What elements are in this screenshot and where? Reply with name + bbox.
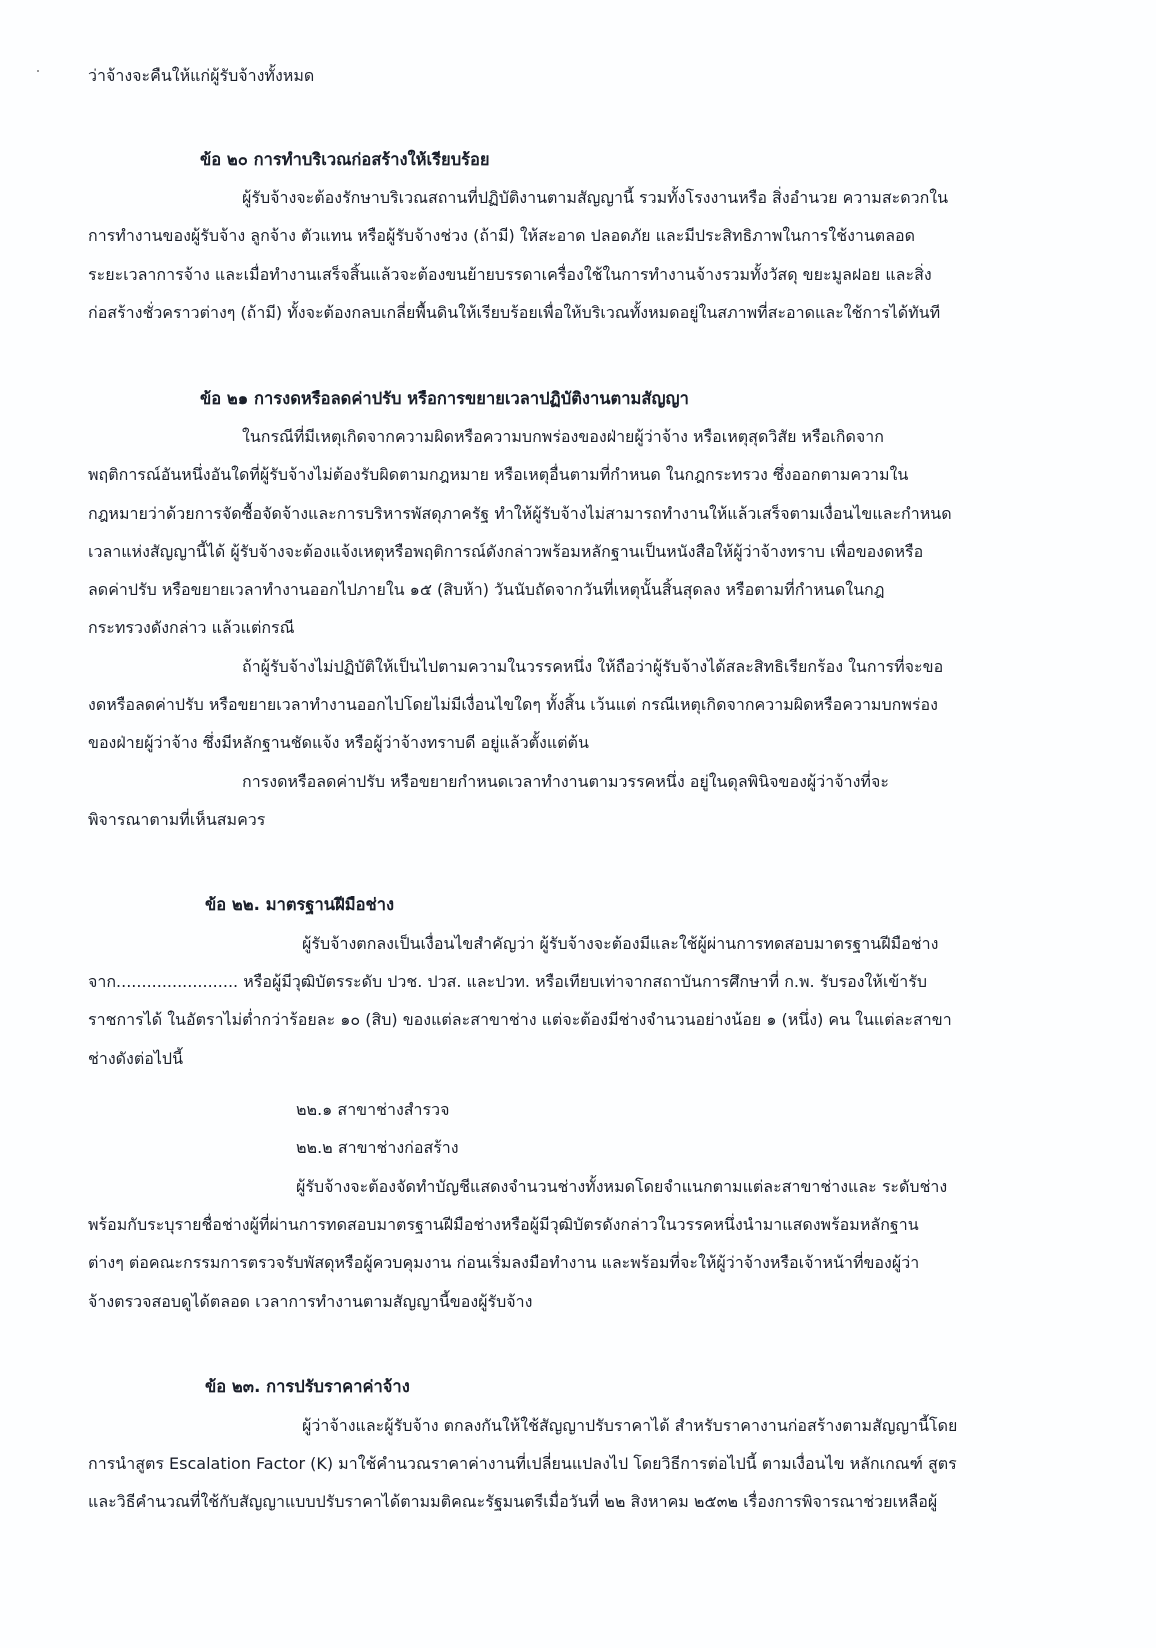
paragraph-line: พิจารณาตามที่เห็นสมควร xyxy=(88,810,266,829)
clause-21-heading: ข้อ ๒๑ การงดหรือลดค่าปรับ หรือการขยายเวลาปฏิบัติงานตามสัญญา xyxy=(200,389,689,408)
paragraph-line: ช่างดังต่อไปนี้ xyxy=(88,1049,183,1068)
paragraph-line: ผู้ว่าจ้างและผู้รับจ้าง ตกลงกันให้ใช้สัญญาปรับราคาได้ สำหรับราคางานก่อสร้างตามสัญญานี้โดย xyxy=(302,1416,958,1435)
paragraph-line: การงดหรือลดค่าปรับ หรือขยายกำหนดเวลาทำงานตามวรรคหนึ่ง อยู่ในดุลพินิจของผู้ว่าจ้างที่จะ xyxy=(242,772,889,791)
paragraph-line: ต่างๆ ต่อคณะกรรมการตรวจรับพัสดุหรือผู้ควบคุมงาน ก่อนเริ่มลงมือทำงาน และพร้อมที่จะให้ผู้ว่าจ้างหรือเจ้าหน้าที่ของผู้ว่า xyxy=(88,1253,920,1272)
paragraph-line: ระยะเวลาการจ้าง และเมื่อทำงานเสร็จสิ้นแล้วจะต้องขนย้ายบรรดาเครื่องใช้ในการทำงานจ้างรวมทั้งวัสดุ ขยะมูลฝอย และสิ่ง xyxy=(88,265,932,284)
clause-20-heading: ข้อ ๒๐ การทำบริเวณก่อสร้างให้เรียบร้อย xyxy=(200,150,490,169)
paragraph-line: จาก........................ หรือผู้มีวุฒิบัตรระดับ ปวช. ปวส. และปวท. หรือเทียบเท่าจากสถาบันการศึกษาที่ ก.พ. รับรองให้เข้ารับ xyxy=(88,972,927,991)
paragraph-line: พร้อมกับระบุรายชื่อช่างผู้ที่ผ่านการทดสอบมาตรฐานฝีมือช่างหรือผู้มีวุฒิบัตรดังกล่าวในวรรคหนึ่งนำมาแสดงพร้อมหลักฐาน xyxy=(88,1215,919,1234)
paragraph-line: จ้างตรวจสอบดูได้ตลอด เวลาการทำงานตามสัญญานี้ของผู้รับจ้าง xyxy=(88,1292,533,1311)
paragraph-line: ถ้าผู้รับจ้างไม่ปฏิบัติให้เป็นไปตามความในวรรคหนึ่ง ให้ถือว่าผู้รับจ้างได้สละสิทธิเรียกร้อง ในการที่จะขอ xyxy=(242,657,944,676)
paragraph-line: ราชการได้ ในอัตราไม่ต่ำกว่าร้อยละ ๑๐ (สิบ) ของแต่ละสาขาช่าง แต่จะต้องมีช่างจำนวนอย่างน้อย ๑ (หนึ่ง) คน ในแต่ละสาขา xyxy=(88,1010,952,1029)
paragraph-line: เวลาแห่งสัญญานี้ได้ ผู้รับจ้างจะต้องแจ้งเหตุหรือพฤติการณ์ดังกล่าวพร้อมหลักฐานเป็นหนังสือให้ผู้ว่าจ้างทราบ เพื่อของดหรือ xyxy=(88,542,924,561)
list-item: ๒๒.๒ สาขาช่างก่อสร้าง xyxy=(296,1138,459,1157)
clause-22-heading: ข้อ ๒๒. มาตรฐานฝีมือช่าง xyxy=(205,895,395,914)
paragraph-line: กฎหมายว่าด้วยการจัดซื้อจัดจ้างและการบริหารพัสดุภาครัฐ ทำให้ผู้รับจ้างไม่สามารถทำงานให้แล้วเสร็จตามเงื่อนไขและกำหนด xyxy=(88,504,952,523)
text-line: ว่าจ้างจะคืนให้แก่ผู้รับจ้างทั้งหมด xyxy=(88,66,315,85)
paragraph-line: พฤติการณ์อันหนึ่งอันใดที่ผู้รับจ้างไม่ต้องรับผิดตามกฎหมาย หรือเหตุอื่นตามที่กำหนด ในกฎกระทรวง ซึ่งออกตามความใน xyxy=(88,465,909,484)
paragraph-line: ของฝ่ายผู้ว่าจ้าง ซึ่งมีหลักฐานชัดแจ้ง หรือผู้ว่าจ้างทราบดี อยู่แล้วตั้งแต่ต้น xyxy=(88,733,589,752)
scan-speck xyxy=(37,70,39,72)
paragraph-line: ผู้รับจ้างจะต้องรักษาบริเวณสถานที่ปฏิบัติงานตามสัญญานี้ รวมทั้งโรงงานหรือ สิ่งอำนวย ความสะดวกใน xyxy=(242,188,948,207)
clause-23-heading: ข้อ ๒๓. การปรับราคาค่าจ้าง xyxy=(205,1377,410,1396)
paragraph-line: ในกรณีที่มีเหตุเกิดจากความผิดหรือความบกพร่องของฝ่ายผู้ว่าจ้าง หรือเหตุสุดวิสัย หรือเกิดจาก xyxy=(242,427,884,446)
paragraph-line: การทำงานของผู้รับจ้าง ลูกจ้าง ตัวแทน หรือผู้รับจ้างช่วง (ถ้ามี) ให้สะอาด ปลอดภัย และมีประสิทธิภาพในการใช้งานตลอด xyxy=(88,226,915,245)
paragraph-line: กระทรวงดังกล่าว แล้วแต่กรณี xyxy=(88,618,295,637)
paragraph-line: งดหรือลดค่าปรับ หรือขยายเวลาทำงานออกไปโดยไม่มีเงื่อนไขใดๆ ทั้งสิ้น เว้นแต่ กรณีเหตุเกิดจากความผิดหรือความบกพร่อง xyxy=(88,695,938,714)
paragraph-line: ผู้รับจ้างจะต้องจัดทำบัญชีแสดงจำนวนช่างทั้งหมดโดยจำแนกตามแต่ละสาขาช่างและ ระดับช่าง xyxy=(296,1177,948,1196)
paragraph-line: ผู้รับจ้างตกลงเป็นเงื่อนไขสำคัญว่า ผู้รับจ้างจะต้องมีและใช้ผู้ผ่านการทดสอบมาตรฐานฝีมือช่าง xyxy=(302,934,939,953)
paragraph-line: ลดค่าปรับ หรือขยายเวลาทำงานออกไปภายใน ๑๕ (สิบห้า) วันนับถัดจากวันที่เหตุนั้นสิ้นสุดลง หรือตามที่กำหนดในกฎ xyxy=(88,580,885,599)
paragraph-line: ก่อสร้างชั่วคราวต่างๆ (ถ้ามี) ทั้งจะต้องกลบเกลี่ยพื้นดินให้เรียบร้อยเพื่อให้บริเวณทั้งหมดอยู่ในสภาพที่สะอาดและใช้การได้ทันที xyxy=(88,303,941,322)
list-item: ๒๒.๑ สาขาช่างสำรวจ xyxy=(296,1100,450,1119)
paragraph-line: และวิธีคำนวณที่ใช้กับสัญญาแบบปรับราคาได้ตามมติคณะรัฐมนตรีเมื่อวันที่ ๒๒ สิงหาคม ๒๕๓๒ เรื่องการพิจารณาช่วยเหลือผู้ xyxy=(88,1492,938,1511)
paragraph-line: การนำสูตร Escalation Factor (K) มาใช้คำนวณราคาค่างานที่เปลี่ยนแปลงไป โดยวิธีการต่อไปนี้ ตามเงื่อนไข หลักเกณฑ์ สูตร xyxy=(88,1454,957,1473)
